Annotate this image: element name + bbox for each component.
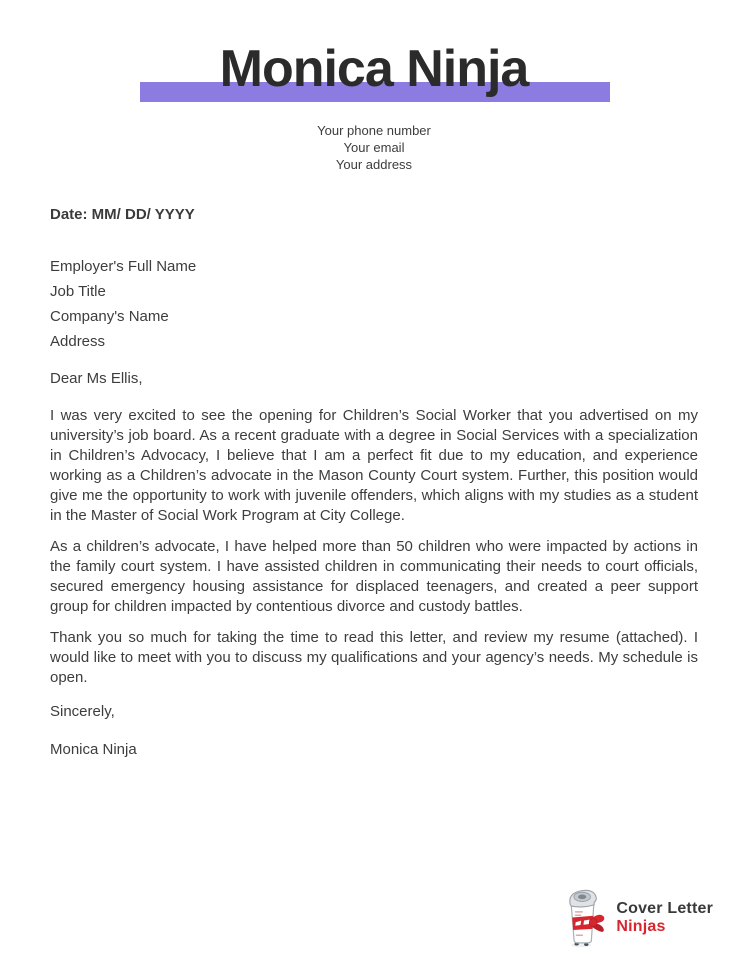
recipient-block [50,254,698,354]
contact-phone: Your phone number [317,123,431,138]
contact-block [0,122,748,173]
salutation-line: Dear Ms Ellis, [50,370,143,387]
letter-paragraph-3: Thank you so much for taking the time to read this letter, and review my resume (attached). I would like to meet with you to discuss my qualifications and your agency’s needs. My schedule is open. [50,629,698,686]
date-line: Date: MM/ DD/ YYYY [50,206,195,223]
letter-paragraph-2: As a children’s advocate, I have helped more than 50 children who were impacted by actions in the family court system. I have assisted children in communicating their needs to court officials, secured emergency housing assistance for displaced teenagers, and created a peer support group for children impacted by contentious divorce and custody battles. [50,538,698,615]
signature-name: Monica Ninja [50,741,137,758]
brand-wordmark [616,900,713,936]
letter-header [0,0,748,106]
letter-paragraph-1: I was very excited to see the opening for Children’s Social Worker that you advertised on my university’s job board. As a recent graduate with a degree in Social Services with a specialization in Children’s Advocacy, I believe that I am a perfect fit due to my education, and experience working as a Children’s advocate in the Mason County Court system. Further, this position would give me the opportunity to work with juvenile offenders, which aligns with my studies as a student in the Master of Social Work Program at City College. [50,407,698,524]
recipient-name: Employer's Full Name [50,258,197,275]
contact-email: Your email [343,140,405,155]
contact-address: Your address [335,157,413,172]
recipient-company: Company's Name [50,308,169,325]
brand-logo[interactable] [561,886,713,950]
applicant-name-title: Monica Ninja [219,40,529,98]
letter-body [0,173,748,760]
closing-line: Sincerely, [50,703,115,720]
recipient-job-title: Job Title [50,283,106,300]
recipient-address: Address [50,333,106,350]
brand-name-line2: Ninjas [616,918,666,935]
brand-name-line1: Cover Letter [616,900,713,917]
ninja-scroll-mascot-icon [561,886,607,950]
